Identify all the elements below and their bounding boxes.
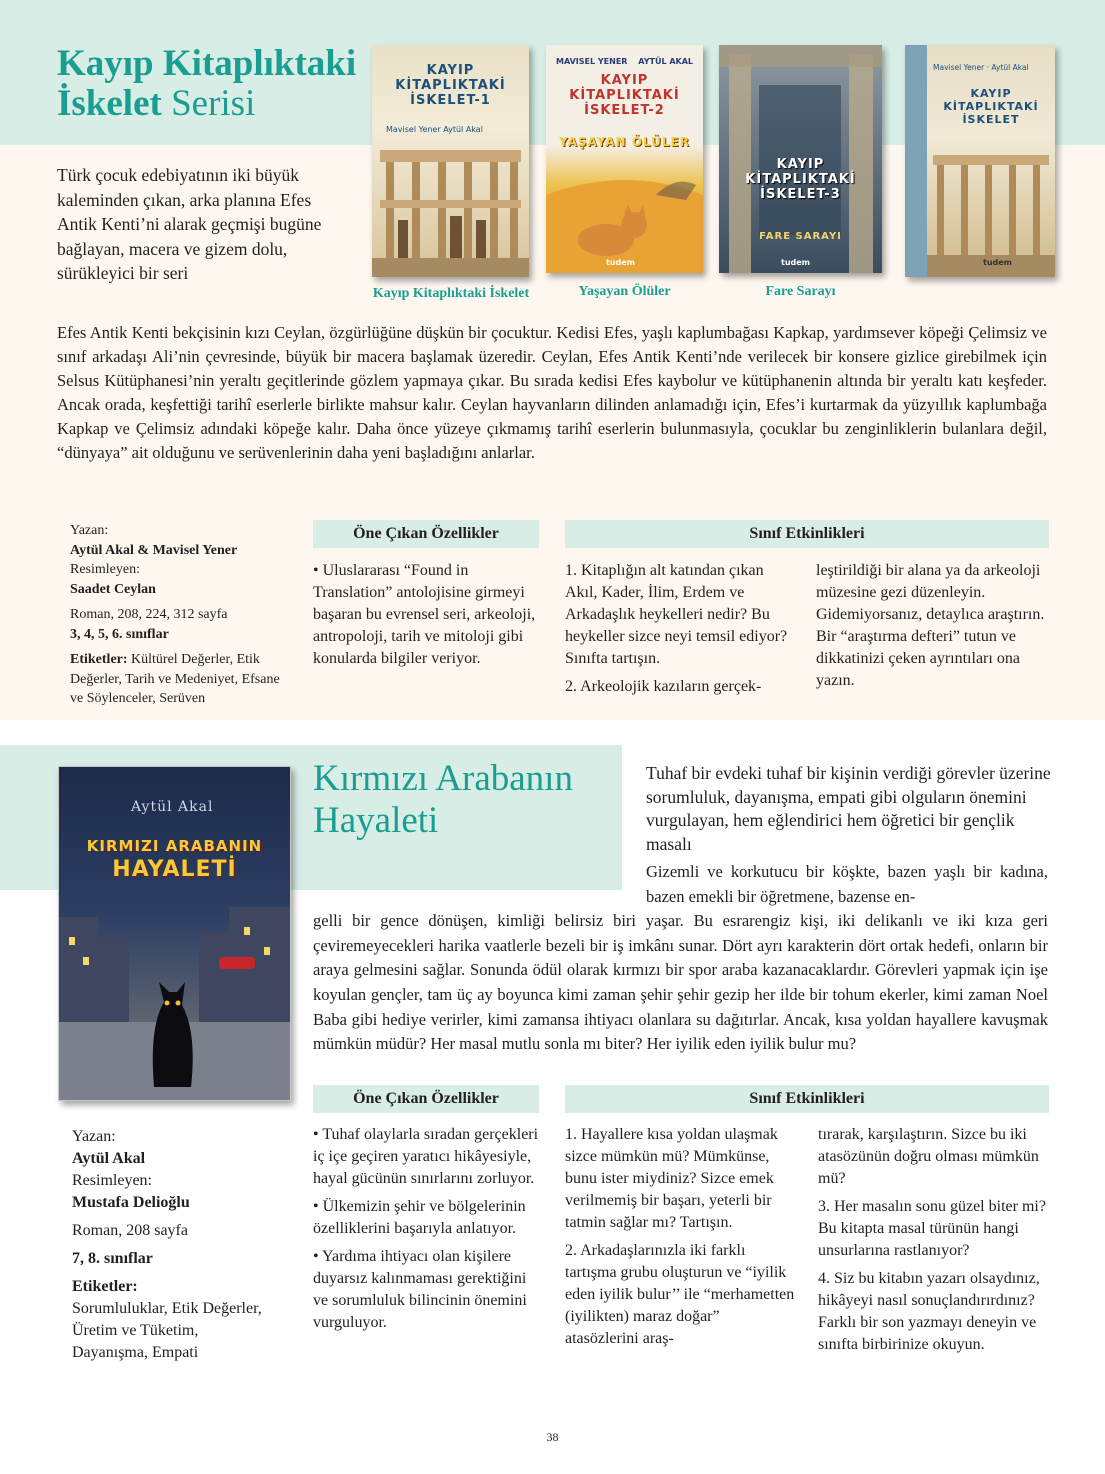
book2-tags-label: Etiketler: [72,1278,138,1295]
series-description: Efes Antik Kenti bekçisinin kızı Ceylan, özgürlüğüne düşkün bir çocuktur. Kedisi Efes, yaşlı kaplumbağası Kapkap, yardımsever köpeği Çelimsiz ve sınıf arkadaşı Ali’nin çevresinde, büyük bir macera başlamak üzeredir. Ceylan, Efes Antik Kenti’nde verilecek bir konsere gizlice girebilmek için Selsus Kütüphanesi’nin yeraltı geçitlerinde gözlem yapmaya çıkar. Bu sırada kedisi Efes kaybolur ve kütüphanenin altında bir yeraltı katı keşfeder. Ancak orada, keşfettiği tarihî eserlerle birlikte mahsur kalır. Ceylan hayvanların dilinden anlamadığı için, Efes’i kurtarmak da yüzyıllık kaplumbağa Kapkap ve Çelimsiz adındaki köpeğe kalır. Daha önce yüzeye çıkmamış tarihî eserlerin bulunmasıyla, çocuklar bu zenginliklerin bulanlara değil, “dünyaya” ait olduğunu ve serüvenlerinin daha yeni başladığını anlarlar. [57,323,1047,462]
book2-features [313,1124,541,1340]
cover3-title-l3: İSKELET-3 [760,187,841,202]
cover-book-3 [719,45,882,273]
cover-book-2 [546,45,703,273]
book2-intro: Tuhaf bir evdeki tuhaf bir kişinin verdiği görevler üzerine sorumluluk, dayanışma, empati gibi olguların önemini vurgulayan, hem eğlendirici hem öğretici bir gençlik masalı [646,763,1051,854]
book2-title-l1: Kırmızı Arabanın [313,758,573,799]
cover1-title-l1: KAYIP [426,63,475,78]
series-illustrator-label: Resimleyen: [70,562,140,577]
cover2-subtitle: YAŞAYAN ÖLÜLER [559,135,690,149]
book2-activity-2-cont: tırarak, karşılaştırın. Sizce bu iki atasözünün doğru olması mümkün mü? [818,1126,1039,1187]
cover2-title-l2: KİTAPLIKTAKİ [569,88,680,103]
caption-book-1: Kayıp Kitaplıktaki İskelet [372,286,530,301]
series-activities-col1 [565,560,797,704]
series-activities-header: Sınıf Etkinlikleri [565,520,1049,548]
library-facade-illustration [372,140,529,277]
series-title [57,44,356,124]
book2-illustrator: Mustafa Delioğlu [72,1194,190,1211]
book2-feature-2: • Ülkemizin şehir ve bölgelerinin özelliklerini başarıyla anlatıyor. [313,1198,526,1237]
cover4-title-l2: KİTAPLIKTAKİ [943,100,1039,113]
cover1-authors: Mavisel Yener Aytül Akal [386,125,483,134]
series-title-light: Serisi [171,83,256,124]
book2-description [313,860,1048,1057]
book2-activity-3: 3. Her masalın sonu güzel biter mi? Bu kitapta masal türünün hangi unsurlarına rastlanıyor? [818,1198,1046,1259]
series-activity-2: 2. Arkeolojik kazıların gerçek- [565,678,762,695]
book2-cover-title-l2: HAYALETİ [112,857,237,882]
cover2-title-l1: KAYIP [600,73,649,88]
cover4-authors: Mavisel Yener · Aytül Akal [933,63,1029,72]
page-number: 38 [546,1430,559,1444]
book2-cover-title-l1: KIRMIZI ARABANIN [86,837,263,855]
book2-title [313,758,573,842]
cover3-title-l2: KİTAPLIKTAKİ [745,172,856,187]
book2-activities-header: Sınıf Etkinlikleri [565,1085,1049,1113]
series-activity-2-cont: leştirildiği bir alana ya da arkeoloji müzesine gezi düzenleyin. Gidemiyorsanız, detaylıca araştırın. Bir “araştırma defteri” tutun ve dikkatinizi çeken ayrıntıları ona yazın. [816,562,1045,689]
cover4-title-l1: KAYIP [970,87,1012,100]
series-author-label: Yazan: [70,523,109,538]
book2-cover-author: Aytül Akal [131,799,214,815]
series-meta [70,521,290,709]
series-feature-1: • Uluslararası “Found in Translation” antolojisine girmeyi başaran bu evrensel seri, arkeoloji, antropoloji, tarih ve mitoloji gibi konularda bilgiler veriyor. [313,562,536,667]
cover2-publisher: tudem [606,258,636,267]
boxed-set-spine [905,45,927,277]
book2-activities-col1 [565,1124,797,1356]
series-activities-col2 [816,560,1050,698]
book2-feature-1: • Tuhaf olaylarla sıradan gerçekleri iç içe geçiren yaratıcı hikâyesiyle, hayal gücünün sınırlarını zorluyor. [313,1126,539,1187]
section-divider [0,720,1105,745]
book2-tags: Sorumluluklar, Etik Değerler, Üretim ve Tüketim, Dayanışma, Empati [72,1300,262,1361]
series-intro: Türk çocuk edebiyatının iki büyük kaleminden çıkan, arka planına Efes Antik Kenti’ni alarak geçmişi bugüne bağlayan, macera ve gizem dolu, sürükleyici bir seri [57,165,322,283]
book2-activity-2: 2. Arkadaşlarınızla iki farklı tartışma grubu oluşturun ve “iyilik eden iyilik bulur’’ ile “merhametten (iyilikten) maraz doğar” atasözlerini araş- [565,1242,795,1347]
book2-features-header: Öne Çıkan Özellikler [313,1085,539,1113]
book2-grades: 7, 8. sınıflar [72,1250,153,1267]
book2-feature-3: • Yardıma ihtiyacı olan kişilere duyarsız kalınmaması gerektiğini ve sorumluluk bilincinin önemini vurguluyor. [313,1248,527,1331]
book2-author-label: Yazan: [72,1128,116,1145]
series-title-bold: Kayıp Kitaplıktaki [57,43,357,84]
book2-activity-4: 4. Siz bu kitabın yazarı olsaydınız, hikâyeyi nasıl sonuçlandırırdınız? Farklı bir son yazmayı deneyin ve sınıfta birbirinize okuyun. [818,1270,1040,1353]
night-street-illustration [59,767,291,1101]
series-tags: Kültürel Değerler, Etik Değerler, Tarih ve Medeniyet, Efsane ve Söylenceler, Serüven [70,652,280,706]
book2-illustrator-label: Resimleyen: [72,1172,152,1189]
cover3-subtitle: FARE SARAYI [759,231,842,242]
cover-book-1 [372,45,529,277]
series-activity-1: 1. Kitaplığın alt katından çıkan Akıl, Kader, İlim, Erdem ve Arkadaşlık heykelleri nedir? Bu heykeller sizce neyi temsil ediyor? Sınıfta tartışın. [565,562,788,667]
cover1-title-l3: İSKELET-1 [410,93,491,108]
series-tags-label: Etiketler: [70,652,128,667]
cover-boxed-set [905,45,1055,277]
book2-description-rest: gelli bir gence dönüşen, kimliği belirsiz biri yaşar. Bu esrarengiz kişi, iki delikanlı ve iki kıza geri çeviremeyecekleri harika vaatlerle bezeli bir iş imkânı sunar. Dört ayrı karakterin dört ortak hedefi, onların bir araya gelmesini sağlar. Sonunda ödül olarak kırmızı bir spor araba kazanacaklardır. Görevleri yapmak için işe koyulan gençler, tam üç ay boyunca kimi zaman şehir şehir gezip her ilde bir tohum ekerler, kimi zaman Noel Baba gibi hediye verirler, kimi zamansa ihtiyacı olanlara su dağıtırlar. Ancak, kısa yoldan hayallere kavuşmak mümkün müdür? Her masal mutlu sonla mı biter? Her iyilik eden iyilik bulur mu? [313,911,1048,1054]
cover3-publisher: tudem [781,258,811,267]
cover1-title-l2: KİTAPLIKTAKİ [395,78,506,93]
book2-author: Aytül Akal [72,1150,146,1167]
cover2-author-left: MAVISEL YENER [556,57,628,66]
cover3-title-l1: KAYIP [776,157,825,172]
book2-meta [72,1126,272,1364]
caption-book-2: Yaşayan Ölüler [578,284,671,299]
book2-description-first: Gizemli ve korkutucu bir köşkte, bazen yaşlı bir kadına, bazen emekli bir öğretmene, bazense en- [646,862,1048,906]
series-title-bold2: İskelet [57,83,162,124]
book2-activity-1: 1. Hayallere kısa yoldan ulaşmak sizce mümkün mü? Mümkünse, bunu ister miydiniz? Sizce emek verilmemiş bir başarı, yeterli bir tatmin sağlar mı? Tartışın. [565,1126,778,1231]
cover-book-kirmizi-araba [58,766,291,1101]
series-illustrator: Saadet Ceylan [70,581,156,597]
series-author: Aytül Akal & Mavisel Yener [70,542,238,558]
book2-title-l2: Hayaleti [313,800,439,841]
series-features-header: Öne Çıkan Özellikler [313,520,539,548]
cover4-publisher: tudem [983,258,1013,267]
caption-book-3: Fare Sarayı [765,284,836,299]
cat-illustration [546,155,703,273]
cover4-title-l3: İSKELET [962,113,1020,126]
book2-format: Roman, 208 sayfa [72,1222,188,1239]
series-format: Roman, 208, 224, 312 sayfa [70,607,228,622]
cover2-title-l3: İSKELET-2 [584,103,665,118]
book2-activities-col2 [818,1124,1050,1362]
series-features [313,560,539,676]
series-grades: 3, 4, 5, 6. sınıflar [70,626,169,642]
cover2-author-right: AYTÜL AKAL [638,57,693,66]
